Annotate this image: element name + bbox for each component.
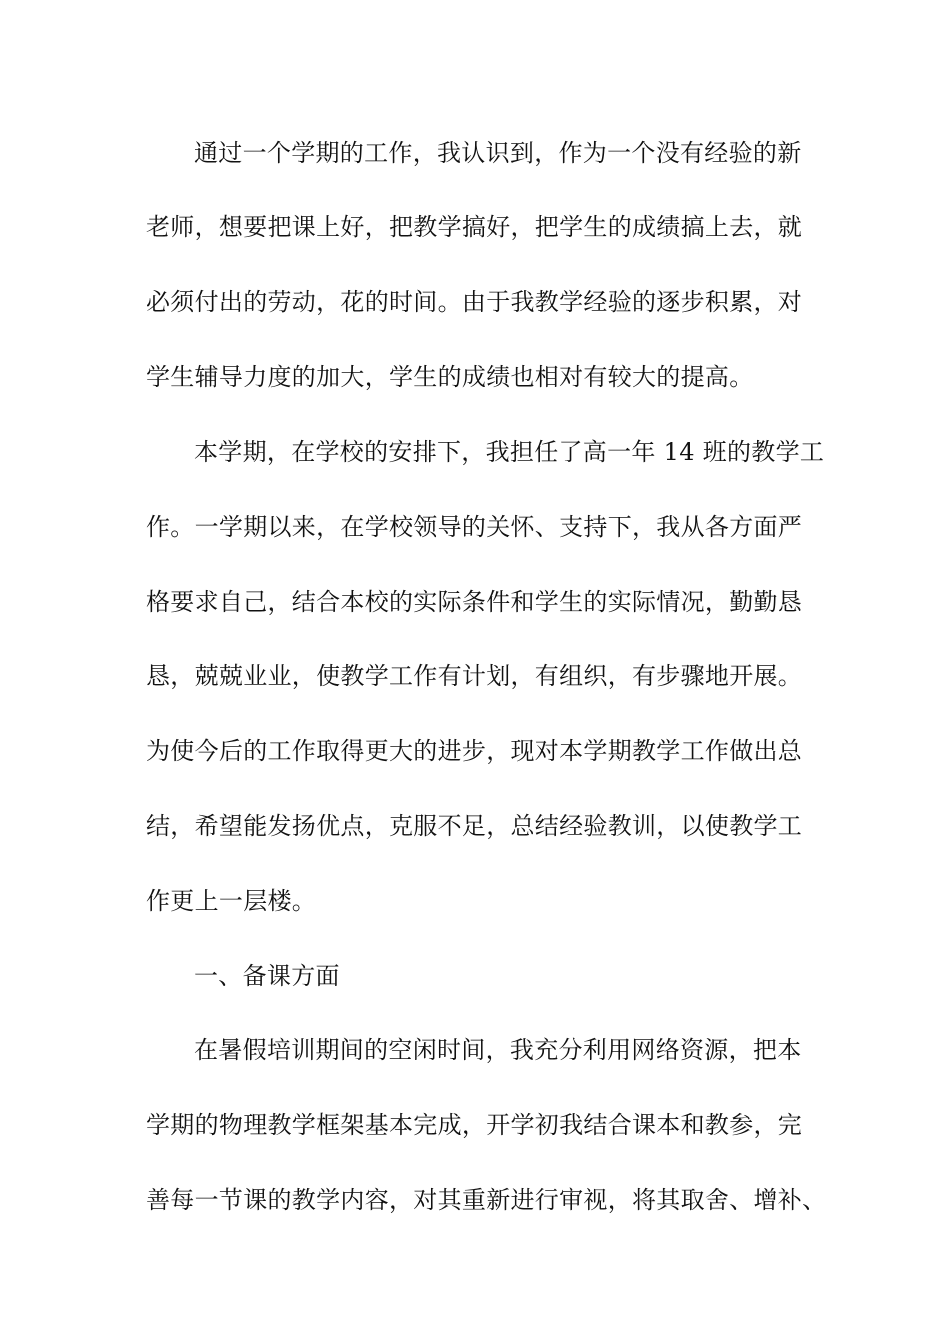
paragraph-3-line-2: 学期的物理教学框架基本完成，开学初我结合课本和教参，完 <box>146 1111 803 1139</box>
paragraph-2-line-4: 恳，兢兢业业，使教学工作有计划，有组织，有步骤地开展。 <box>146 662 803 690</box>
paragraph-2-line-5: 为使今后的工作取得更大的进步，现对本学期教学工作做出总 <box>146 737 803 765</box>
section-heading: 一、备课方面 <box>194 962 340 990</box>
paragraph-2-line-1: 本学期，在学校的安排下，我担任了高一年 14 班的教学工 <box>194 438 825 466</box>
paragraph-3-line-1: 在暑假培训期间的空闲时间，我充分利用网络资源，把本 <box>194 1036 802 1064</box>
paragraph-2-line-2: 作。一学期以来，在学校领导的关怀、支持下，我从各方面严 <box>146 513 803 541</box>
paragraph-2-line-3: 格要求自己，结合本校的实际条件和学生的实际情况，勤勤恳 <box>146 588 803 616</box>
paragraph-1-line-2: 老师，想要把课上好，把教学搞好，把学生的成绩搞上去，就 <box>146 213 803 241</box>
paragraph-2-line-7: 作更上一层楼。 <box>146 887 317 915</box>
paragraph-1-line-1: 通过一个学期的工作，我认识到，作为一个没有经验的新 <box>194 139 802 167</box>
paragraph-1-line-4: 学生辅导力度的加大，学生的成绩也相对有较大的提高。 <box>146 363 754 391</box>
paragraph-2-line-6: 结，希望能发扬优点，克服不足，总结经验教训，以使教学工 <box>146 812 803 840</box>
paragraph-3-line-3: 善每一节课的教学内容，对其重新进行审视，将其取舍、增补、 <box>146 1186 827 1214</box>
paragraph-1-line-3: 必须付出的劳动，花的时间。由于我教学经验的逐步积累，对 <box>146 288 803 316</box>
